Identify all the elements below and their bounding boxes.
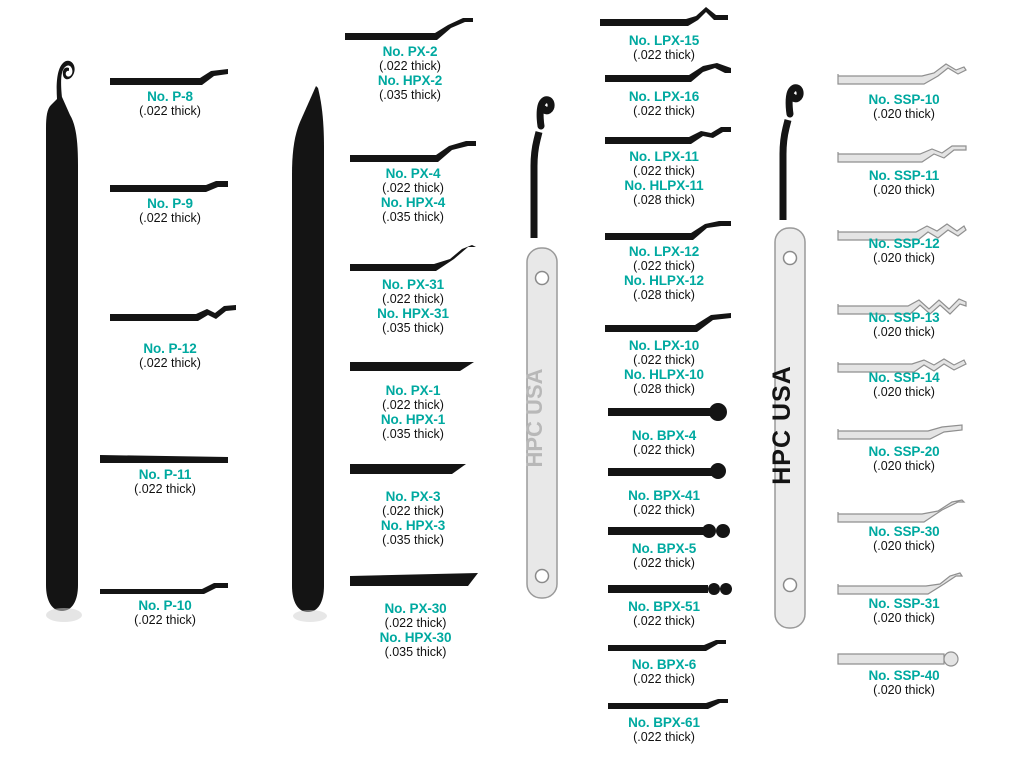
label-bpx-61: No. BPX-61 (.022 thick)	[628, 715, 700, 745]
label-bpx-51: No. BPX-51 (.022 thick)	[628, 599, 700, 629]
pick-blade-ssp31	[838, 572, 968, 598]
label-lpx-12: No. LPX-12 (.022 thick) No. HLPX-12 (.028 thick)	[624, 244, 704, 303]
pick-blade-px4	[350, 140, 478, 168]
pick-handle-black-1	[38, 45, 98, 625]
pick-blade-ssp20	[838, 420, 968, 444]
pick-handle-silver-1	[515, 88, 569, 608]
pick-blade-bpx6	[608, 636, 730, 658]
label-px-3: No. PX-3 (.022 thick) No. HPX-3 (.035 thick)	[380, 489, 446, 548]
pick-blade-px30	[350, 570, 476, 590]
pick-blade-p12	[110, 300, 238, 326]
pick-blade-p10	[100, 580, 230, 598]
label-ssp-40: No. SSP-40 (.020 thick)	[868, 668, 940, 698]
brand-text: HPC USA	[768, 365, 796, 485]
label-lpx-15: No. LPX-15 (.022 thick)	[628, 33, 700, 63]
pick-blade-bpx61	[608, 694, 730, 716]
label-p-12: No. P-12 (.022 thick)	[139, 341, 201, 371]
pick-blade-p8	[110, 66, 230, 90]
pick-blade-lpx15	[600, 6, 730, 30]
pick-blade-px2	[345, 18, 475, 44]
pick-blade-ssp11	[838, 142, 968, 168]
pick-blade-bpx41	[608, 462, 730, 484]
pick-blade-lpx11	[605, 124, 733, 148]
label-ssp-11: No. SSP-11 (.020 thick)	[868, 168, 940, 198]
label-ssp-30: No. SSP-30 (.020 thick)	[868, 524, 940, 554]
label-px-31: No. PX-31 (.022 thick) No. HPX-31 (.035 thick)	[377, 277, 449, 336]
label-lpx-16: No. LPX-16 (.022 thick)	[628, 89, 700, 119]
pick-handle-black-2	[288, 78, 338, 628]
label-px-2: No. PX-2 (.022 thick) No. HPX-2 (.035 thick)	[377, 44, 443, 103]
label-lpx-11: No. LPX-11 (.022 thick) No. HLPX-11 (.028 thick)	[624, 149, 704, 208]
pick-blade-ssp30	[838, 500, 968, 526]
label-p-10: No. P-10 (.022 thick)	[134, 598, 196, 628]
label-ssp-12: No. SSP-12 (.020 thick)	[868, 236, 940, 266]
label-bpx-41: No. BPX-41 (.022 thick)	[628, 488, 700, 518]
pick-blade-p9	[110, 175, 230, 197]
pick-blade-bpx5	[608, 520, 730, 542]
label-ssp-14: No. SSP-14 (.020 thick)	[868, 370, 940, 400]
label-bpx-4: No. BPX-4 (.022 thick)	[631, 428, 697, 458]
pick-blade-p11	[100, 450, 230, 466]
label-px-4: No. PX-4 (.022 thick) No. HPX-4 (.035 thick)	[380, 166, 446, 225]
svg-text:HPC USA: HPC USA	[522, 368, 547, 468]
pick-blade-ssp10	[838, 64, 968, 90]
pick-blade-px3	[350, 460, 476, 478]
pick-handle-silver-2	[760, 80, 820, 620]
label-lpx-10: No. LPX-10 (.022 thick) No. HLPX-10 (.028 thick)	[624, 338, 704, 397]
pick-blade-lpx16	[605, 60, 733, 86]
label-p-8: No. P-8 (.022 thick)	[139, 89, 201, 119]
label-ssp-13: No. SSP-13 (.020 thick)	[868, 310, 940, 340]
pick-blade-lpx10	[605, 312, 733, 336]
label-px-1: No. PX-1 (.022 thick) No. HPX-1 (.035 thick)	[380, 383, 446, 442]
pick-blade-ssp40	[838, 648, 968, 670]
pick-blade-bpx4	[608, 402, 730, 424]
label-bpx-5: No. BPX-5 (.022 thick)	[631, 541, 697, 571]
label-ssp-31: No. SSP-31 (.020 thick)	[868, 596, 940, 626]
label-px-30: No. PX-30 (.022 thick) No. HPX-30 (.035 thick)	[379, 601, 452, 660]
label-bpx-6: No. BPX-6 (.022 thick)	[631, 657, 697, 687]
label-p-11: No. P-11 (.022 thick)	[134, 467, 196, 497]
pick-blade-bpx51	[608, 578, 730, 600]
label-ssp-20: No. SSP-20 (.020 thick)	[868, 444, 940, 474]
pick-blade-lpx12	[605, 218, 733, 244]
label-ssp-10: No. SSP-10 (.020 thick)	[868, 92, 940, 122]
pick-blade-px31	[350, 245, 478, 277]
label-p-9: No. P-9 (.022 thick)	[139, 196, 201, 226]
pick-blade-px1	[350, 357, 476, 375]
